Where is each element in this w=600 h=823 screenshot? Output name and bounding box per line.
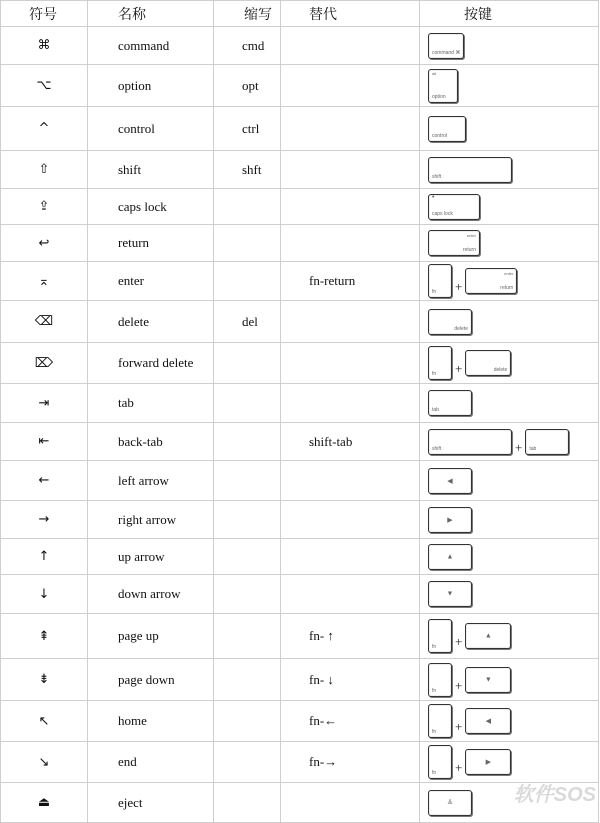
row-keys xyxy=(420,501,599,539)
left-arrow-key-icon: ◀ xyxy=(428,468,472,494)
fn-key-icon: fn xyxy=(428,704,452,738)
table-row xyxy=(1,189,599,225)
row-name: option xyxy=(88,65,214,107)
table-row xyxy=(1,384,599,423)
tab-key-icon: tab xyxy=(428,390,472,416)
row-alt: fn- ↓ xyxy=(281,659,420,701)
row-name: back-tab xyxy=(88,423,214,461)
row-keys xyxy=(420,461,599,501)
header-abbr: 缩写 xyxy=(214,1,281,27)
row-abbr xyxy=(214,423,281,461)
control-symbol: ^ xyxy=(1,107,88,151)
row-alt xyxy=(281,461,420,501)
row-alt xyxy=(281,225,420,262)
row-keys xyxy=(420,575,599,614)
shift-symbol: ⇧ xyxy=(1,151,88,189)
watermark: 软件SOS xyxy=(513,784,596,806)
down-arrow-key-icon: ▼ xyxy=(465,667,511,693)
row-abbr xyxy=(214,262,281,301)
row-keys xyxy=(420,27,599,65)
row-abbr: cmd xyxy=(214,27,281,65)
row-alt xyxy=(281,65,420,107)
enter-symbol: ⌅ xyxy=(1,262,88,301)
row-alt xyxy=(281,343,420,384)
row-name: home xyxy=(88,701,214,742)
plus-sign: + xyxy=(455,634,463,649)
row-alt: fn-→ xyxy=(281,742,420,783)
row-abbr xyxy=(214,384,281,423)
row-abbr xyxy=(214,343,281,384)
row-name: tab xyxy=(88,384,214,423)
left-arrow-symbol: ← xyxy=(1,461,88,501)
table-row xyxy=(1,107,599,151)
row-name: eject xyxy=(88,783,214,823)
row-abbr xyxy=(214,225,281,262)
back-tab-symbol: ⇤ xyxy=(1,423,88,461)
row-keys xyxy=(420,301,599,343)
up-arrow-symbol: ↑ xyxy=(1,539,88,575)
page-down-symbol: ⇟ xyxy=(1,659,88,701)
row-keys xyxy=(420,65,599,107)
delete-key-icon: delete xyxy=(465,350,511,376)
tab-key-icon: tab xyxy=(525,429,569,455)
row-alt xyxy=(281,151,420,189)
up-arrow-key-icon: ▲ xyxy=(428,544,472,570)
command-key-icon: command ⌘ xyxy=(428,33,464,59)
right-arrow-symbol: → xyxy=(1,501,88,539)
table-row xyxy=(1,701,599,742)
row-abbr xyxy=(214,659,281,701)
table-row xyxy=(1,27,599,65)
eject-key-icon: ≜ xyxy=(428,790,472,816)
table-row xyxy=(1,742,599,783)
table-row xyxy=(1,343,599,384)
return-symbol: ↩ xyxy=(1,225,88,262)
row-name: return xyxy=(88,225,214,262)
right-arrow-key-icon: ▶ xyxy=(428,507,472,533)
plus-sign: + xyxy=(515,439,523,455)
row-keys xyxy=(420,384,599,423)
row-abbr xyxy=(214,501,281,539)
table-row xyxy=(1,262,599,301)
left-arrow-key-icon: ◀ xyxy=(465,708,511,734)
table-row xyxy=(1,539,599,575)
row-abbr xyxy=(214,189,281,225)
row-keys xyxy=(420,225,599,262)
fn-key-icon: fn xyxy=(428,745,452,779)
row-alt xyxy=(281,189,420,225)
row-name: down arrow xyxy=(88,575,214,614)
row-alt: shift-tab xyxy=(281,423,420,461)
table-row xyxy=(1,151,599,189)
row-abbr: ctrl xyxy=(214,107,281,151)
header-alt: 替代 xyxy=(281,1,420,27)
table-row xyxy=(1,225,599,262)
row-alt xyxy=(281,501,420,539)
row-name: shift xyxy=(88,151,214,189)
row-keys xyxy=(420,742,599,783)
caps-lock-symbol: ⇪ xyxy=(1,189,88,225)
fn-key-icon: fn xyxy=(428,619,452,653)
row-keys xyxy=(420,614,599,659)
forward-delete-symbol: ⌦ xyxy=(1,343,88,384)
tab-symbol: ⇥ xyxy=(1,384,88,423)
fn-key-icon: fn xyxy=(428,264,452,298)
control-key-icon: control xyxy=(428,116,466,142)
row-name: forward delete xyxy=(88,343,214,384)
row-keys xyxy=(420,423,599,461)
row-abbr xyxy=(214,783,281,823)
return-key-icon: enter return xyxy=(465,268,517,294)
row-name: page down xyxy=(88,659,214,701)
row-name: up arrow xyxy=(88,539,214,575)
delete-symbol: ⌫ xyxy=(1,301,88,343)
header-keys: 按键 xyxy=(420,1,599,27)
page-up-symbol: ⇞ xyxy=(1,614,88,659)
row-keys xyxy=(420,343,599,384)
plus-sign: + xyxy=(455,719,463,734)
row-name: command xyxy=(88,27,214,65)
row-keys xyxy=(420,189,599,225)
option-symbol: ⌥ xyxy=(1,65,88,107)
option-key-icon: alt option xyxy=(428,69,458,103)
right-arrow-key-icon: ▶ xyxy=(465,749,511,775)
plus-sign: + xyxy=(455,677,463,693)
row-keys xyxy=(420,151,599,189)
end-symbol: ↘ xyxy=(1,742,88,783)
down-arrow-key-icon: ▼ xyxy=(428,581,472,607)
row-abbr xyxy=(214,614,281,659)
row-alt: fn-← xyxy=(281,701,420,742)
row-alt xyxy=(281,575,420,614)
row-keys xyxy=(420,539,599,575)
row-keys xyxy=(420,659,599,701)
row-keys xyxy=(420,701,599,742)
fn-key-icon: fn xyxy=(428,663,452,697)
row-name: delete xyxy=(88,301,214,343)
row-name: right arrow xyxy=(88,501,214,539)
row-abbr xyxy=(214,539,281,575)
table-row xyxy=(1,65,599,107)
table-row xyxy=(1,501,599,539)
row-keys xyxy=(420,107,599,151)
plus-sign: + xyxy=(455,361,463,376)
row-name: caps lock xyxy=(88,189,214,225)
header-symbol: 符号 xyxy=(1,1,88,27)
row-abbr xyxy=(214,575,281,614)
header-row xyxy=(1,1,599,27)
row-alt xyxy=(281,27,420,65)
row-alt xyxy=(281,301,420,343)
delete-key-icon: delete xyxy=(428,309,472,335)
shift-key-icon: shift xyxy=(428,429,512,455)
table-row xyxy=(1,423,599,461)
eject-symbol: ⏏ xyxy=(1,783,88,823)
row-name: enter xyxy=(88,262,214,301)
row-abbr xyxy=(214,742,281,783)
row-alt: fn- ↑ xyxy=(281,614,420,659)
table-row xyxy=(1,301,599,343)
shift-key-icon: shift xyxy=(428,157,512,183)
caps-lock-key-icon: • caps lock xyxy=(428,194,480,220)
row-alt xyxy=(281,783,420,823)
plus-sign: + xyxy=(455,279,463,294)
row-abbr xyxy=(214,701,281,742)
fn-key-icon: fn xyxy=(428,346,452,380)
row-abbr xyxy=(214,461,281,501)
row-keys xyxy=(420,262,599,301)
row-alt: fn-return xyxy=(281,262,420,301)
row-alt xyxy=(281,539,420,575)
up-arrow-key-icon: ▲ xyxy=(465,623,511,649)
table-row xyxy=(1,461,599,501)
row-abbr: shft xyxy=(214,151,281,189)
down-arrow-symbol: ↓ xyxy=(1,575,88,614)
row-name: control xyxy=(88,107,214,151)
row-name: end xyxy=(88,742,214,783)
plus-sign: + xyxy=(455,760,463,775)
table-row xyxy=(1,614,599,659)
row-name: left arrow xyxy=(88,461,214,501)
command-symbol: ⌘ xyxy=(1,27,88,65)
return-key-icon: enter return xyxy=(428,230,480,256)
table-row xyxy=(1,575,599,614)
row-name: page up xyxy=(88,614,214,659)
row-alt xyxy=(281,107,420,151)
table-row xyxy=(1,659,599,701)
table-row xyxy=(1,783,599,823)
header-name: 名称 xyxy=(88,1,214,27)
home-symbol: ↖ xyxy=(1,701,88,742)
row-abbr: opt xyxy=(214,65,281,107)
row-alt xyxy=(281,384,420,423)
row-abbr: del xyxy=(214,301,281,343)
